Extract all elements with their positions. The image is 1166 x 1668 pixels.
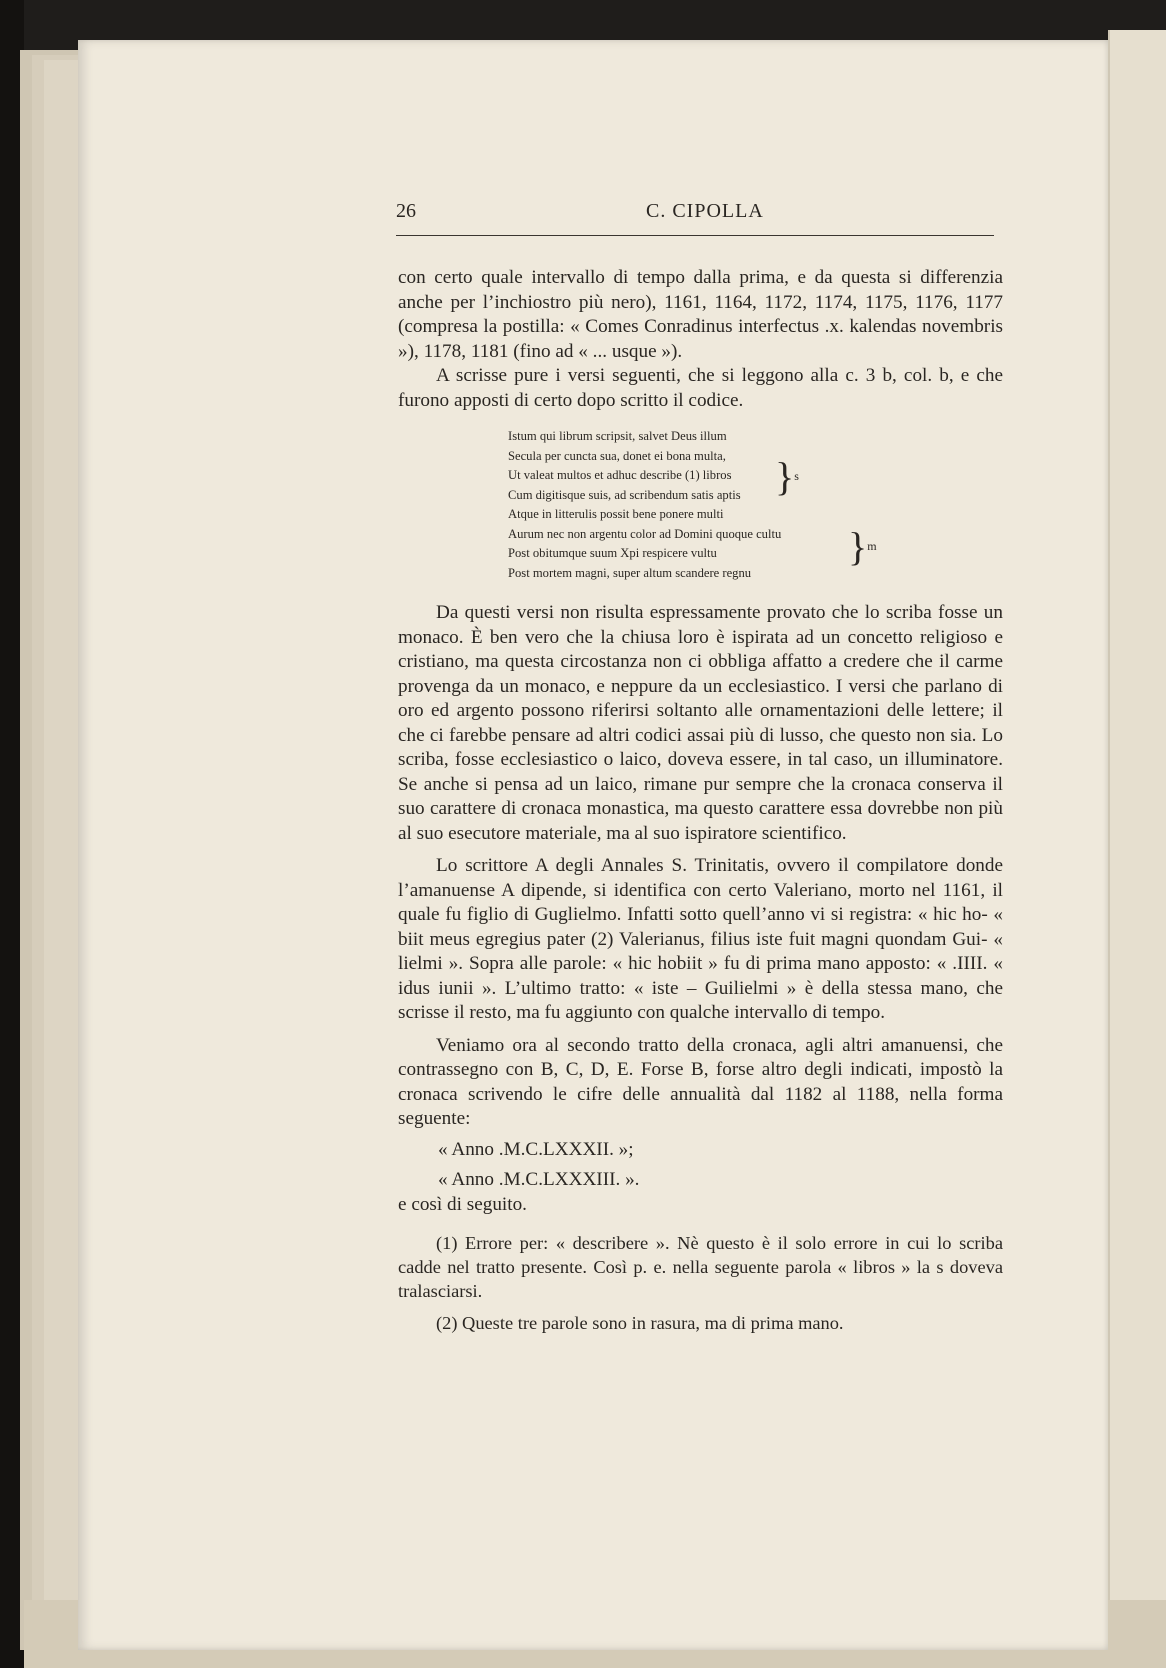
header-rule [396,235,994,236]
page-header [396,200,996,230]
verse-line: Istum qui librum scripsit, salvet Deus illum [508,429,727,443]
paragraph: Lo scrittore A degli Annales S. Trinitatis, ovvero il compilatore donde l’amanuense A dipende, si identifica con certo Valeriano, morto nel 1161, il quale fu figlio di Guglielmo. Infatti sotto quell’anno vi si registra: « hic ho- « biit meus egregius pater (2) Valerianus, filius iste fuit magni quondam Gui- « lielmi ». Sopra alle parole: « hic hobiit » fu di prima mano apposto: « .IIII. « idus iunii ». L’ultimo tratto: « iste – Guilielmi » è della stessa mano, che scrisse il resto, ma fu aggiunto con qualche intervallo di tempo. [398,855,1003,1023]
running-head: C. CIPOLLA [646,200,764,222]
facing-page-edge [1108,30,1166,1668]
verse-brace-mark: }s [775,454,799,499]
paragraph: Da questi versi non risulta espressamente provato che lo scriba fosse un monaco. È ben vero che la chiusa loro è ispirata ad un concetto religioso e cristiano, ma questa circostanza non ci obbliga affatto a credere che il carme provenga da un monaco, e neppure da un ecclesiastico. I versi che parlano di oro ed argento possono riferirsi soltanto alle ornamentazioni delle lettere; il che ci farebbe pensare ad altri codici assai più di lusso, che questo non sia. Lo scriba, fosse ecclesiastico o laico, doveva essere, in tal caso, un illuminatore. Se anche si pensa ad un laico, rimane pur sempre che la cronaca conserva il suo carattere di cronaca monastica, ma questo carattere essa dovrebbe non più al suo esecutore materiale, ma al suo ispiratore scientifico. [398,602,1003,844]
paragraph: Veniamo ora al secondo tratto della cronaca, agli altri amanuensi, che contrassegno con B, C, D, E. Forse B, forse altro degli indicati, impostò la cronaca scrivendo le cifre delle annualità dal 1182 al 1188, nella forma seguente: [398,1034,1003,1129]
verse-block [508,427,928,583]
paragraph: A scrisse pure i versi seguenti, che si leggono alla c. 3 b, col. b, e che furono apposti di certo dopo scritto il codice. [398,365,1003,411]
closing-line: e così di seguito. [398,1193,527,1215]
verse-line: Ut valeat multos et adhuc describe (1) libros [508,468,732,482]
verse-line: Aurum nec non argentu color ad Domini quoque cultu [508,526,782,541]
page-number: 26 [396,200,416,222]
anno-line: « Anno .M.C.LXXXII. »; [438,1138,634,1160]
anno-line: « Anno .M.C.LXXXIII. ». [438,1169,640,1190]
verse-line: Post obitumque suum Xpi respicere vultu [508,546,717,560]
footnotes [398,1231,1003,1335]
footnote: (2) Queste tre parole sono in rasura, ma di prima mano. [436,1313,844,1333]
page-body [398,266,1003,1335]
footnote: (1) Errore per: « describere ». Nè questo è il solo errore in cui lo scriba cadde nel tratto presente. Così p. e. nella seguente parola « libros » la s doveva tralasciarsi. [398,1233,1003,1301]
verse-line: Post mortem magni, super altum scandere regnu [508,565,752,580]
verse-line: Secula per cuncta sua, donet ei bona multa, [508,448,726,463]
paragraph: con certo quale intervallo di tempo dalla prima, e da questa si differenzia anche per l’inchiostro più nero), 1161, 1164, 1172, 1174, 1175, 1176, 1177 (compresa la postilla: « Comes Conradinus interfectus .x. kalendas novembris »), 1178, 1181 (fino ad « ... usque »). [398,267,1003,362]
brace-icon: } [848,524,868,569]
verse-brace-mark: }m [848,524,877,569]
verse-line: Cum digitisque suis, ad scribendum satis aptis [508,487,741,502]
brace-icon: } [775,454,795,499]
verse-line: Atque in litterulis possit bene ponere multi [508,507,724,521]
